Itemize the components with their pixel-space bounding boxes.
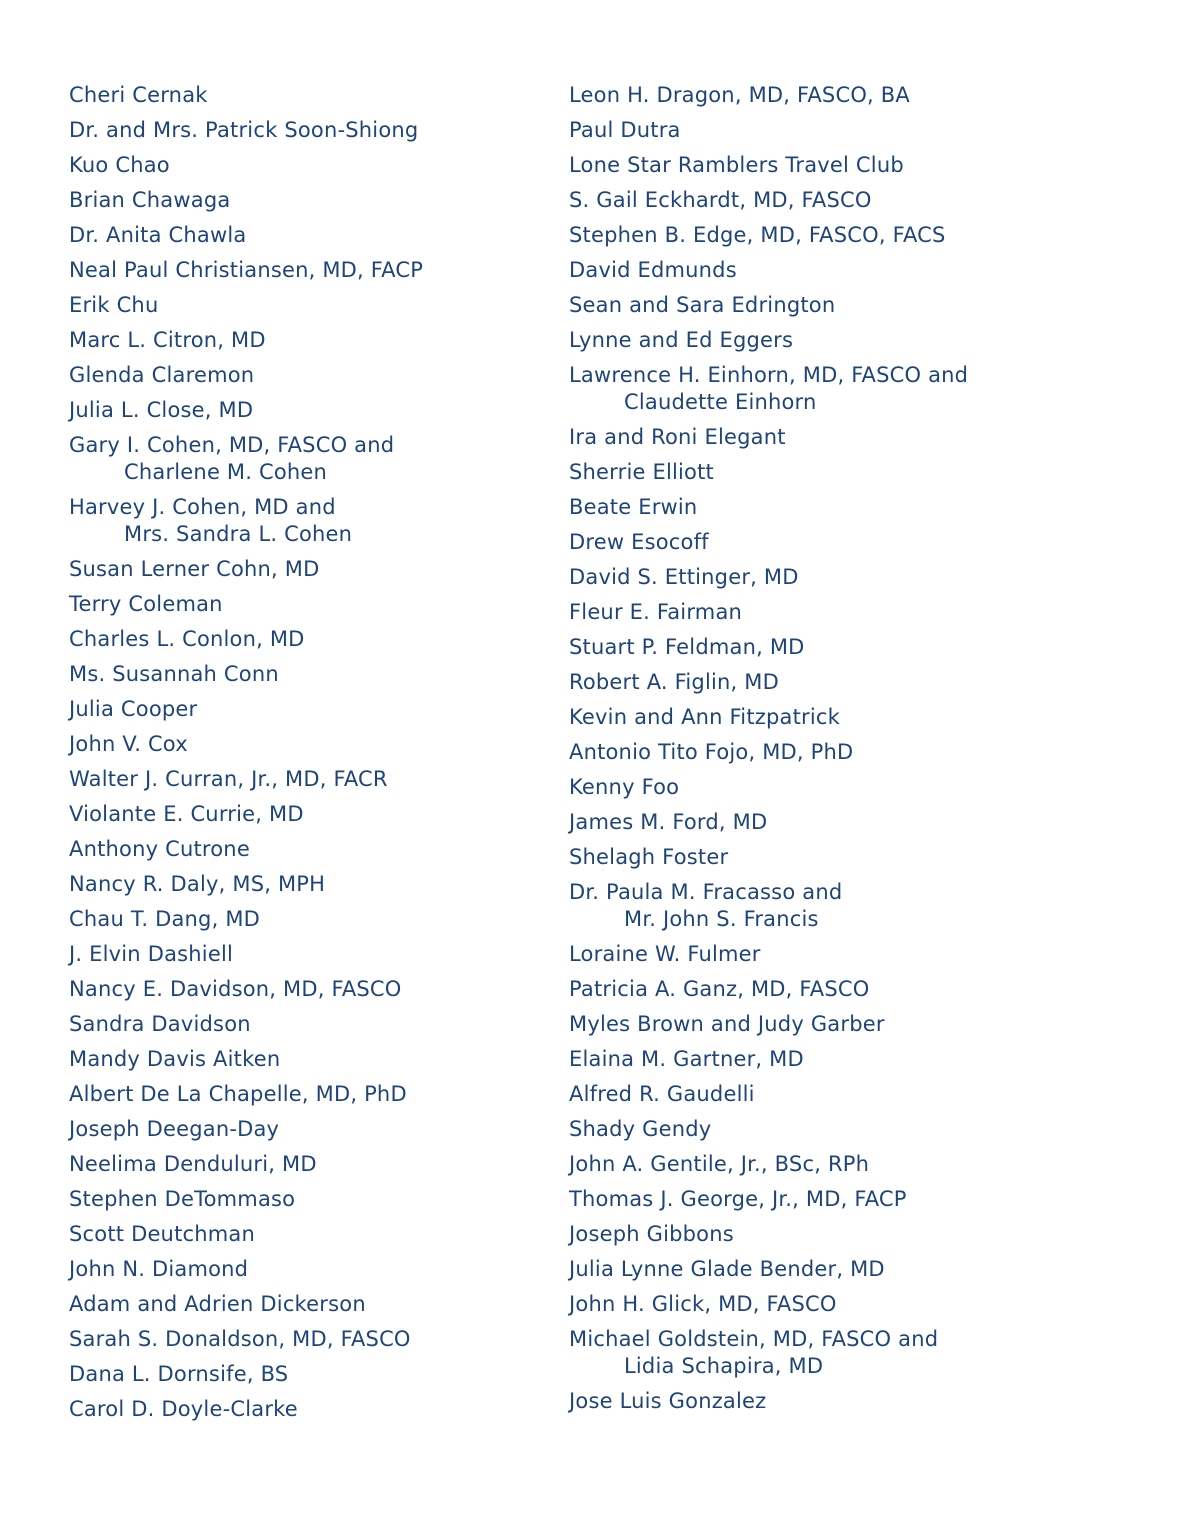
donor-entry: Nancy R. Daly, MS, MPH <box>69 871 326 896</box>
donor-entry: Shady Gendy <box>569 1116 712 1141</box>
donor-entry-continuation: Lidia Schapira, MD <box>624 1353 824 1378</box>
donor-entry: Erik Chu <box>69 292 159 317</box>
donor-entry: Stuart P. Feldman, MD <box>569 634 805 659</box>
donor-entry: Neal Paul Christiansen, MD, FACP <box>69 257 424 282</box>
donor-entry-continuation: Mrs. Sandra L. Cohen <box>124 521 353 546</box>
donor-entry <box>69 430 539 492</box>
donor-entry: Charles L. Conlon, MD <box>69 626 305 651</box>
donor-entry: Sherrie Elliott <box>569 459 714 484</box>
donor-entry: Joseph Gibbons <box>569 1221 734 1246</box>
donor-entry: Sarah S. Donaldson, MD, FASCO <box>69 1326 411 1351</box>
donor-entry: David Edmunds <box>569 257 737 282</box>
donor-entry <box>569 1324 1169 1386</box>
donor-list-right-column <box>569 80 1169 1421</box>
donor-entry <box>569 360 1169 422</box>
donor-entry: Julia Cooper <box>69 696 198 721</box>
donor-entry-line: Michael Goldstein, MD, FASCO and <box>569 1326 939 1351</box>
donor-entry: Ira and Roni Elegant <box>569 424 786 449</box>
donor-entry-line: Harvey J. Cohen, MD and <box>69 494 336 519</box>
donor-entry: Jose Luis Gonzalez <box>569 1388 767 1413</box>
donor-entry-continuation: Claudette Einhorn <box>624 389 817 414</box>
donor-entry: Walter J. Curran, Jr., MD, FACR <box>69 766 388 791</box>
donor-entry: John H. Glick, MD, FASCO <box>569 1291 837 1316</box>
donor-entry: Adam and Adrien Dickerson <box>69 1291 366 1316</box>
donor-entry: James M. Ford, MD <box>569 809 768 834</box>
donor-entry: Lynne and Ed Eggers <box>569 327 794 352</box>
donor-list-left-column <box>69 80 539 1429</box>
donor-entry: Violante E. Currie, MD <box>69 801 304 826</box>
donor-entry: Leon H. Dragon, MD, FASCO, BA <box>569 82 910 107</box>
donor-entry <box>69 492 539 554</box>
donor-entry <box>569 877 1169 939</box>
donor-entry: Julia L. Close, MD <box>69 397 254 422</box>
donor-entry: Thomas J. George, Jr., MD, FACP <box>569 1186 907 1211</box>
donor-entry: Patricia A. Ganz, MD, FASCO <box>569 976 870 1001</box>
donor-entry: Marc L. Citron, MD <box>69 327 266 352</box>
donor-entry: Cheri Cernak <box>69 82 208 107</box>
donor-entry: Stephen DeTommaso <box>69 1186 296 1211</box>
donor-entry: Julia Lynne Glade Bender, MD <box>569 1256 885 1281</box>
donor-entry: Neelima Denduluri, MD <box>69 1151 317 1176</box>
donor-entry: Lone Star Ramblers Travel Club <box>569 152 904 177</box>
donor-entry: Chau T. Dang, MD <box>69 906 261 931</box>
donor-entry: Kuo Chao <box>69 152 170 177</box>
donor-entry: Ms. Susannah Conn <box>69 661 279 686</box>
donor-entry: Elaina M. Gartner, MD <box>569 1046 804 1071</box>
donor-entry: John V. Cox <box>69 731 188 756</box>
donor-entry: Alfred R. Gaudelli <box>569 1081 755 1106</box>
donor-entry: Dr. and Mrs. Patrick Soon-Shiong <box>69 117 419 142</box>
donor-entry: Antonio Tito Fojo, MD, PhD <box>569 739 854 764</box>
donor-entry-continuation: Mr. John S. Francis <box>624 906 819 931</box>
donor-entry: Nancy E. Davidson, MD, FASCO <box>69 976 402 1001</box>
donor-entry: Stephen B. Edge, MD, FASCO, FACS <box>569 222 946 247</box>
donor-entry: Carol D. Doyle-Clarke <box>69 1396 298 1421</box>
donor-entry: Albert De La Chapelle, MD, PhD <box>69 1081 407 1106</box>
donor-entry: Fleur E. Fairman <box>569 599 743 624</box>
donor-entry: Anthony Cutrone <box>69 836 250 861</box>
donor-entry: Drew Esocoff <box>569 529 709 554</box>
donor-entry: Kenny Foo <box>569 774 680 799</box>
donor-entry: Dana L. Dornsife, BS <box>69 1361 289 1386</box>
donor-entry: S. Gail Eckhardt, MD, FASCO <box>569 187 872 212</box>
donor-entry-line: Lawrence H. Einhorn, MD, FASCO and <box>569 362 969 387</box>
donor-entry: Joseph Deegan-Day <box>69 1116 280 1141</box>
donor-entry: J. Elvin Dashiell <box>69 941 234 966</box>
donor-entry: Mandy Davis Aitken <box>69 1046 281 1071</box>
donor-entry: Shelagh Foster <box>569 844 729 869</box>
donor-entry: Sandra Davidson <box>69 1011 251 1036</box>
donor-entry: Scott Deutchman <box>69 1221 255 1246</box>
donor-entry-line: Dr. Paula M. Fracasso and <box>569 879 843 904</box>
donor-entry: John N. Diamond <box>69 1256 249 1281</box>
donor-entry: Paul Dutra <box>569 117 681 142</box>
donor-entry-line: Gary I. Cohen, MD, FASCO and <box>69 432 395 457</box>
donor-entry: Susan Lerner Cohn, MD <box>69 556 320 581</box>
donor-entry: Sean and Sara Edrington <box>569 292 836 317</box>
donor-entry: Brian Chawaga <box>69 187 231 212</box>
donor-entry-continuation: Charlene M. Cohen <box>124 459 328 484</box>
donor-entry: Robert A. Figlin, MD <box>569 669 779 694</box>
donor-entry: Beate Erwin <box>569 494 698 519</box>
donor-entry: Glenda Claremon <box>69 362 255 387</box>
donor-entry: Kevin and Ann Fitzpatrick <box>569 704 840 729</box>
donor-entry: Dr. Anita Chawla <box>69 222 247 247</box>
donor-entry: John A. Gentile, Jr., BSc, RPh <box>569 1151 870 1176</box>
donor-entry: Myles Brown and Judy Garber <box>569 1011 885 1036</box>
donor-entry: Terry Coleman <box>69 591 223 616</box>
donor-entry: David S. Ettinger, MD <box>569 564 799 589</box>
donor-entry: Loraine W. Fulmer <box>569 941 761 966</box>
